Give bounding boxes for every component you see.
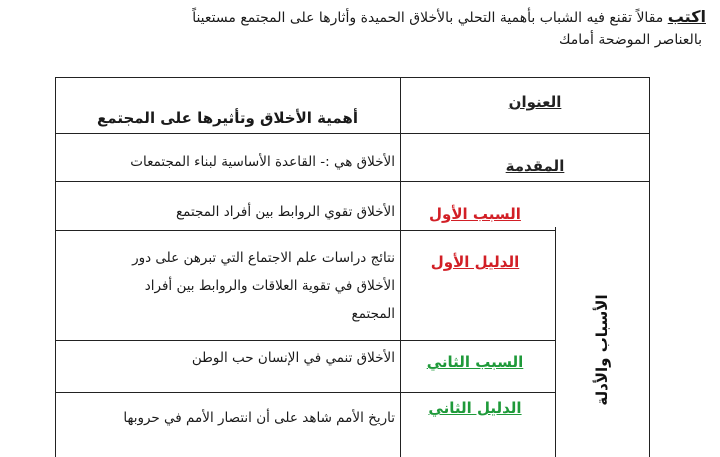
essay-outline-table [55, 77, 650, 457]
instruction-text [6, 6, 706, 51]
evidence1-line-2: الأخلاق في تقوية العلاقات والروابط بين أفراد [144, 278, 395, 294]
evidence1-line-3: المجتمع [351, 306, 395, 322]
reason2-label: السبب الثاني [426, 353, 524, 371]
column-divider [400, 77, 401, 457]
title-value: أهمية الأخلاق وتأثيرها على المجتمع [97, 109, 358, 127]
row-divider [55, 133, 650, 134]
reason2-value: الأخلاق تنمي في الإنسان حب الوطن [191, 350, 395, 366]
instruction-line-1: مقالاً تقنع فيه الشباب بأهمية التحلي بالأخلاق الحميدة وأثارها على المجتمع مستعيناً [192, 10, 664, 26]
evidence2-value: تاريخ الأمم شاهد على أن انتصار الأمم في حروبها [123, 410, 395, 426]
column-divider [555, 227, 556, 457]
table-border-top [55, 77, 650, 78]
row-divider [55, 392, 555, 393]
reason1-value: الأخلاق تقوي الروابط بين أفراد المجتمع [175, 204, 395, 220]
intro-value: الأخلاق هي :- القاعدة الأساسية لبناء المجتمعات [130, 154, 395, 170]
evidence2-label: الدليل الثاني [428, 399, 522, 417]
table-border-left [55, 77, 56, 457]
table-border-right [649, 77, 650, 457]
instruction-lead: اكتب [667, 7, 706, 26]
row-divider [55, 340, 555, 341]
title-label: العنوان [508, 93, 562, 111]
reason1-label: السبب الأول [429, 205, 521, 223]
instruction-line-2: بالعناصر الموضحة أمامك [558, 32, 702, 48]
evidence1-line-1: نتائج دراسات علم الاجتماع التي تبرهن على دور [132, 250, 395, 266]
intro-label: المقدمة [505, 157, 565, 175]
row-divider [55, 230, 555, 231]
evidence1-label: الدليل الأول [430, 253, 520, 271]
reasons-evidence-group-label: الأسباب والأدلة [593, 294, 611, 406]
row-divider [55, 181, 650, 182]
